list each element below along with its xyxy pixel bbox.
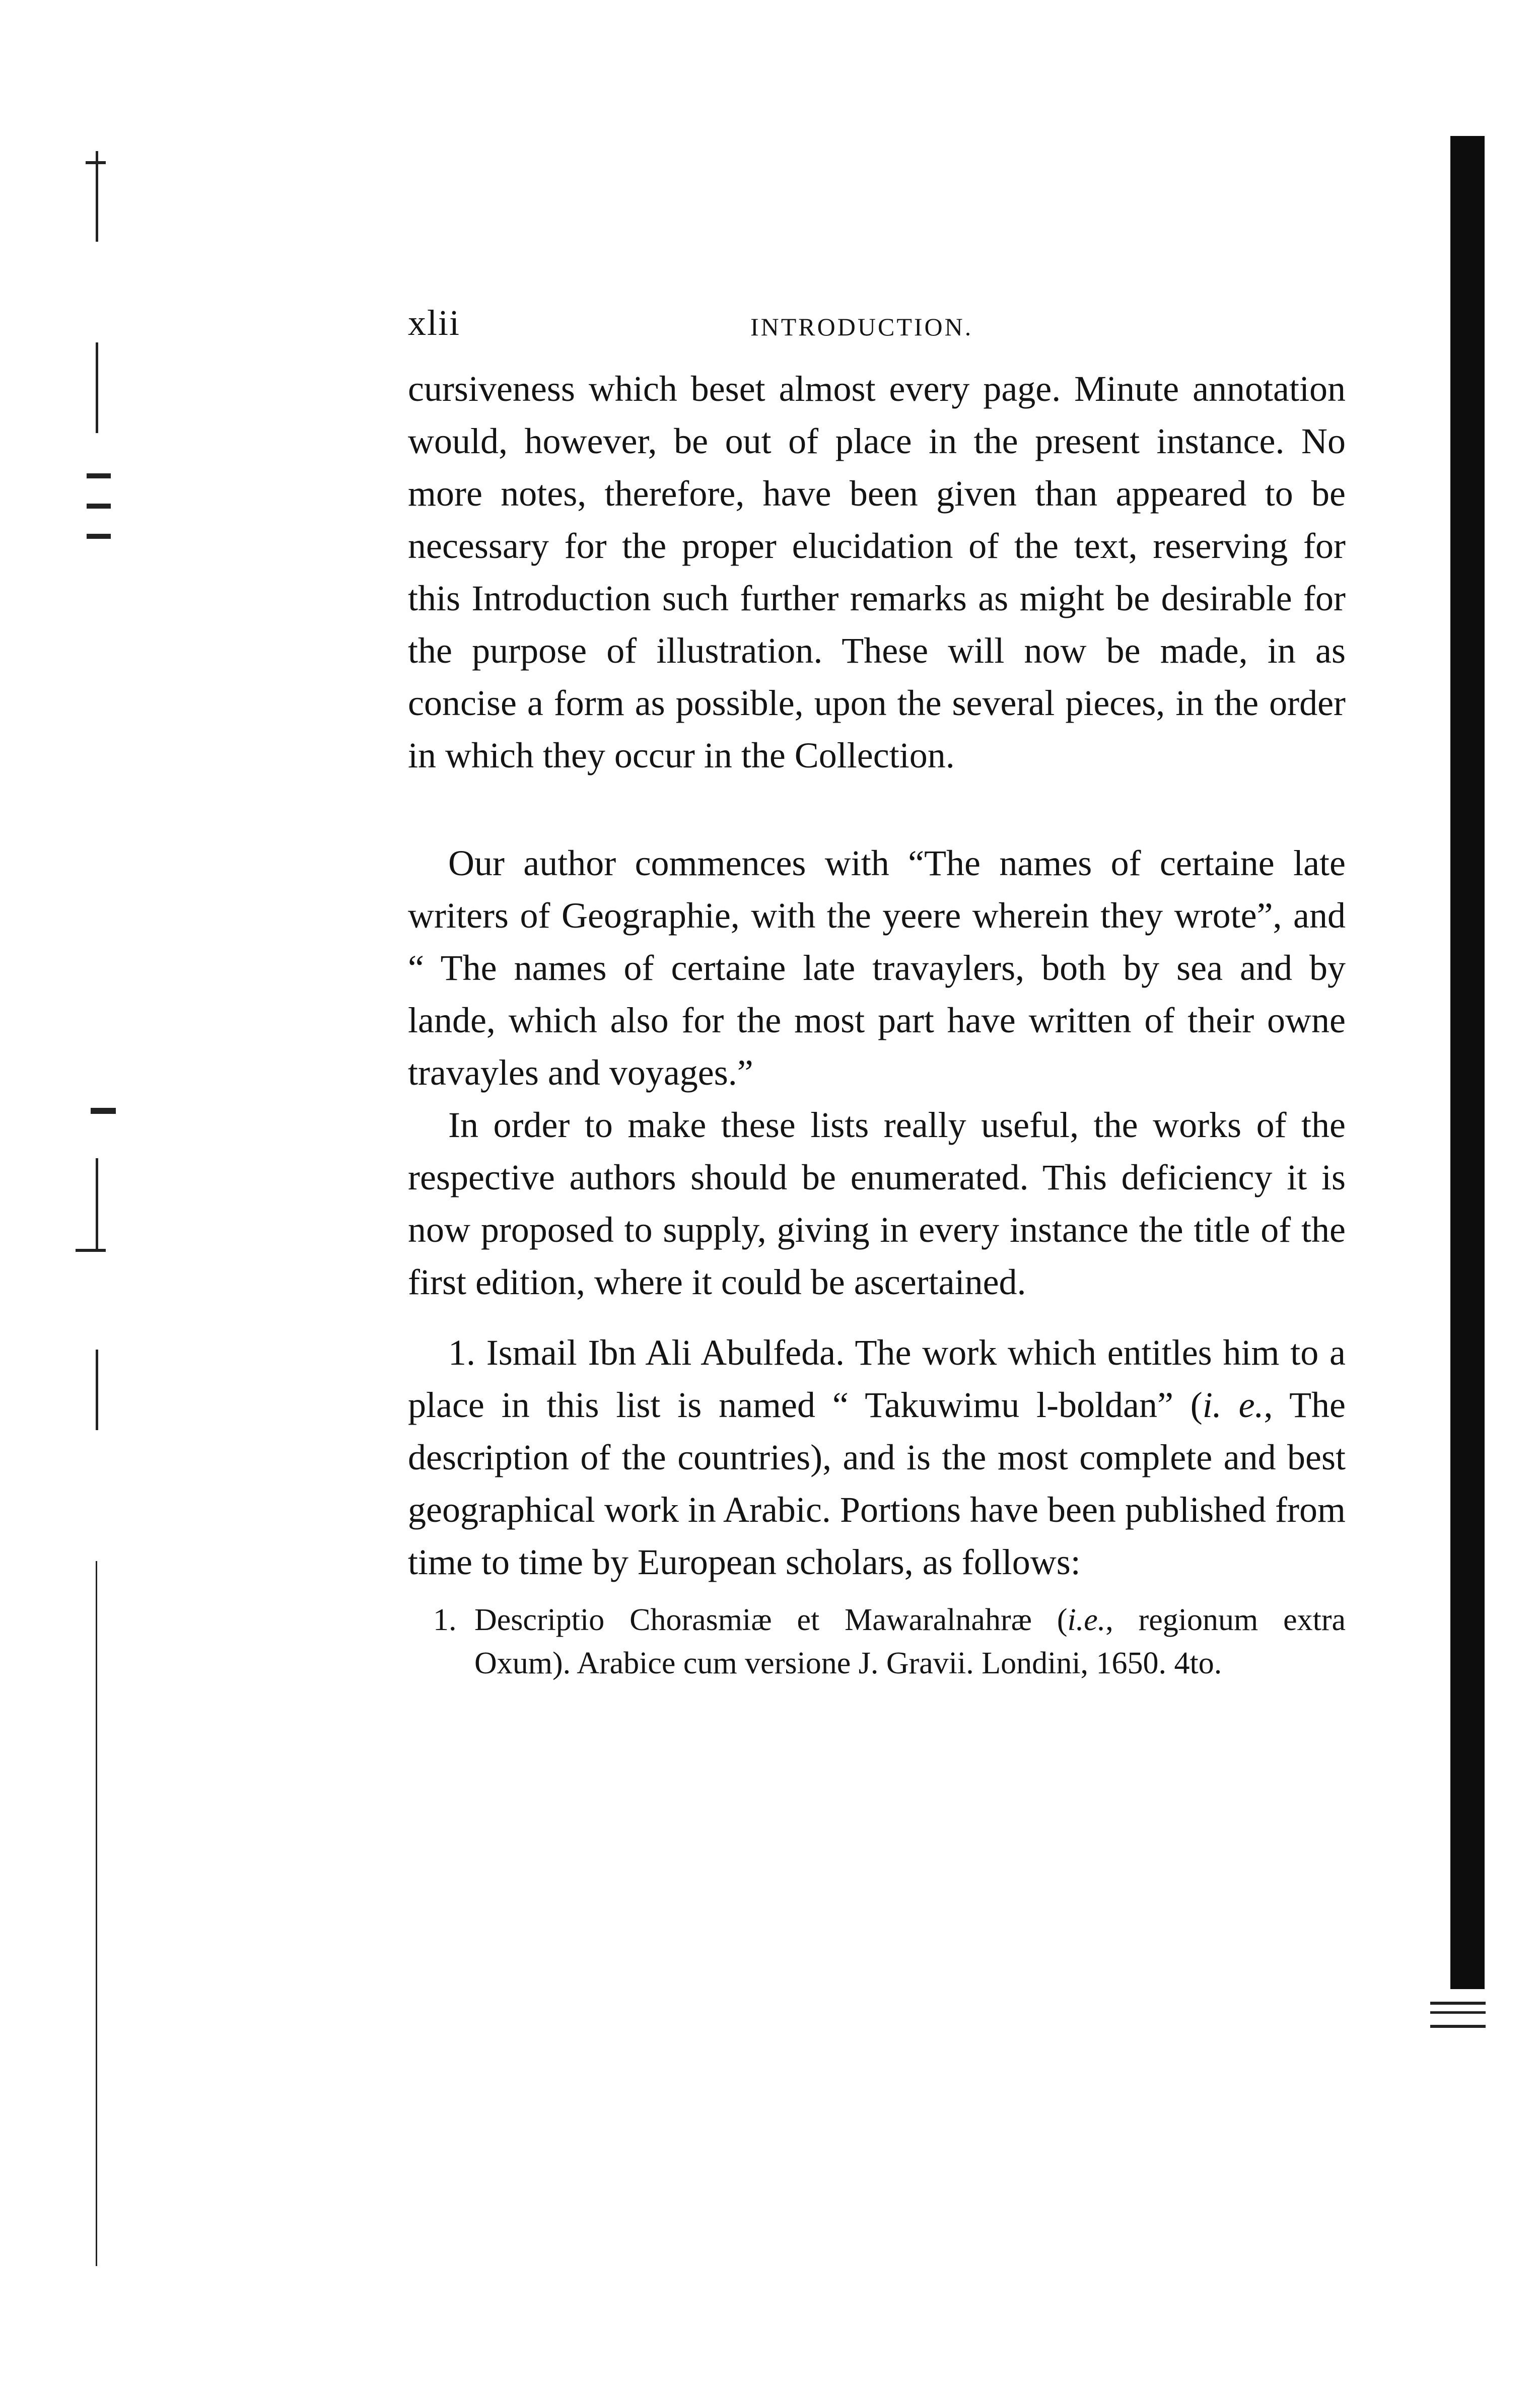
- page-number: xlii: [408, 303, 461, 343]
- gutter-rule: [96, 342, 98, 433]
- running-title: INTRODUCTION.: [750, 313, 973, 341]
- paragraph-2: Our author commences with “The names of certaine late writers of Geographie, with the yeere wherein they wrote”, and “ The names of certaine late travaylers, both by sea and by lande, which also for the most part have written of their owne travayles and voyages.”: [408, 843, 1346, 1093]
- binding-gutter-marks: [76, 151, 136, 2316]
- running-head: [408, 302, 1346, 363]
- paragraph-4-part2: , The description of the countries), and is the most complete and best geographical work in Arabic. Portions have been published from time to time by European scholars, as follows:: [408, 1385, 1346, 1582]
- gutter-rule: [96, 151, 98, 242]
- paragraph-3: In order to make these lists really useful, the works of the respective authors should be enumerated. This deficiency it is now proposed to supply, giving in every instance the title of the first edition, where it could be ascertained.: [408, 1105, 1346, 1302]
- adjacent-page-rules: [1430, 2002, 1486, 2028]
- paragraph-4: [408, 1326, 1346, 1588]
- gutter-tick: [87, 473, 111, 478]
- gutter-tick: [87, 504, 111, 509]
- gutter-rule: [96, 1158, 98, 1249]
- gutter-tick: [76, 1249, 106, 1252]
- list-item-part2: , regionum extra Oxum). Arabice cum versione J. Gravii. Londini, 1650. 4to.: [474, 1603, 1346, 1680]
- paragraph-4-italic: i. e.: [1202, 1385, 1264, 1425]
- list-item-part1: Descriptio Chorasmiæ et Mawaralnahræ (: [474, 1603, 1068, 1637]
- gutter-rule: [96, 1350, 98, 1430]
- gutter-tick: [87, 534, 111, 539]
- adjacent-page-edge: [1450, 136, 1485, 1989]
- gutter-rule: [96, 1561, 97, 2266]
- paragraph-4-part1: 1. Ismail Ibn Ali Abulfeda. The work which entitles him to a place in this list is named “ Takuwimu l-boldan” (: [408, 1332, 1346, 1425]
- list-item: [408, 1598, 1346, 1685]
- list-item-italic: i.e.: [1067, 1603, 1106, 1637]
- paragraph-1: cursiveness which beset almost every page. Minute annotation would, however, be out of place in the present instance. No more notes, therefore, have been given than appeared to be necessary for the proper elucidation of the text, reserving for this Introduction such further remarks as might be desirable for the purpose of illustration. These will now be made, in as concise a form as possible, upon the several pieces, in the order in which they occur in the Collection.: [408, 369, 1346, 775]
- page-text-block: [408, 302, 1346, 1685]
- gutter-tick: [86, 161, 106, 164]
- list-item-number: 1.: [433, 1603, 457, 1637]
- gutter-tick: [91, 1108, 116, 1114]
